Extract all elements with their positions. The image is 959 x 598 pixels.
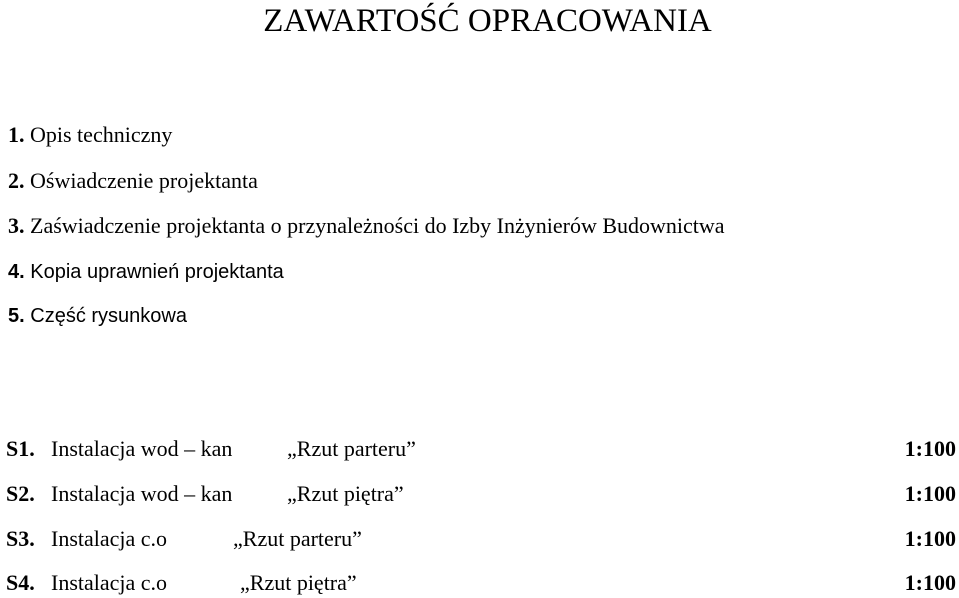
drawing-view: „Rzut parteru”: [233, 526, 362, 551]
drawing-description: Instalacja c.o: [51, 570, 168, 595]
drawing-scale: 1:100: [904, 481, 956, 506]
contents-item-number: 1.: [8, 122, 25, 147]
drawing-code: S4.: [6, 570, 35, 595]
contents-item-text: Zaświadczenie projektanta o przynależności do Izby Inżynierów Budownictwa: [30, 213, 725, 238]
contents-item-number: 3.: [8, 213, 25, 238]
drawing-description: Instalacja wod – kan: [51, 481, 233, 506]
drawing-description: Instalacja c.o: [51, 526, 168, 551]
drawing-row: [6, 435, 956, 463]
drawing-scale: 1:100: [904, 436, 956, 461]
page-title: ZAWARTOŚĆ OPRACOWANIA: [263, 3, 712, 39]
drawing-scale: 1:100: [904, 526, 956, 551]
drawings-list: [6, 0, 956, 598]
contents-item-text: Kopia uprawnień projektanta: [30, 261, 284, 283]
drawing-code: S3.: [6, 526, 35, 551]
drawing-description: Instalacja wod – kan: [51, 436, 233, 461]
drawing-row: [6, 525, 956, 553]
contents-item-text: Opis techniczny: [30, 122, 173, 147]
contents-item-text: Część rysunkowa: [30, 305, 187, 327]
drawing-code: S2.: [6, 481, 35, 506]
drawing-view: „Rzut piętra”: [287, 481, 404, 506]
contents-item-number: 5.: [8, 305, 25, 327]
drawing-code: S1.: [6, 436, 35, 461]
drawing-view: „Rzut parteru”: [287, 436, 416, 461]
drawing-scale: 1:100: [904, 570, 956, 595]
drawing-row: [6, 480, 956, 508]
contents-item-number: 2.: [8, 168, 25, 193]
drawing-view: „Rzut piętra”: [240, 570, 357, 595]
contents-item-text: Oświadczenie projektanta: [30, 168, 258, 193]
drawing-row: [6, 569, 956, 597]
contents-item-number: 4.: [8, 261, 25, 283]
